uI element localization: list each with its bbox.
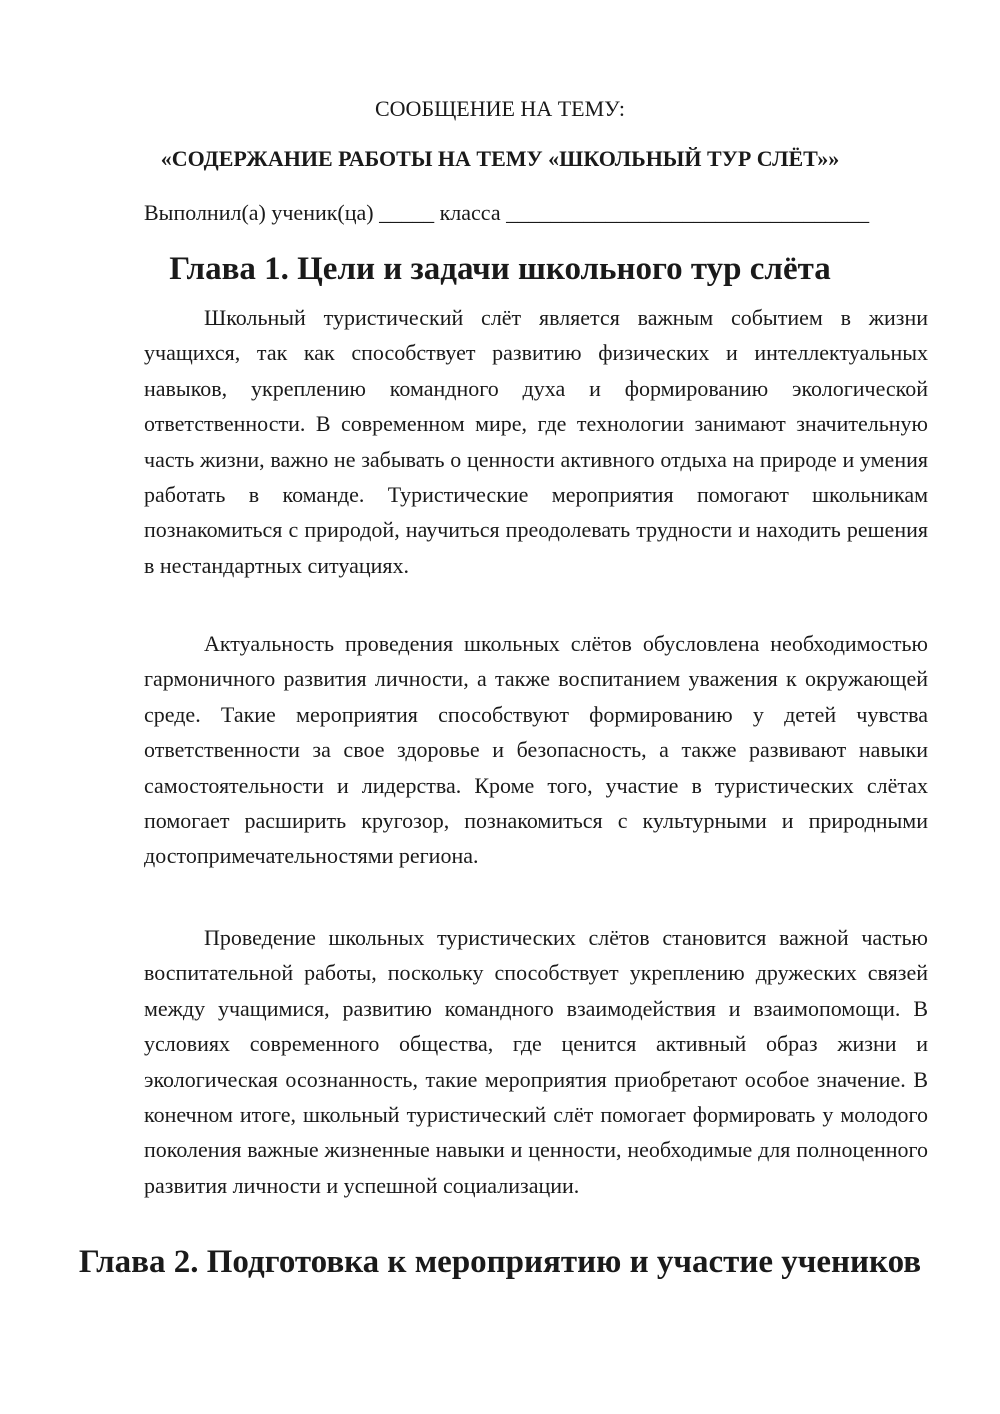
paragraph-3: Проведение школьных туристических слётов становится важной частью воспитательной работы, поскольку способствует укреплению дружеских связей между учащимися, развитию командного взаимодействия и взаимопомощи. В условиях современного общества, где ценится активный образ жизни и экологическая осознанность, такие мероприятия приобретают особое значение. В конечном итоге, школьный туристический слёт помогает формировать у молодого поколения важные жизненные навыки и ценности, необходимые для полноценного развития личности и успешной социализации.: [144, 925, 928, 1198]
chapter1-heading: Глава 1. Цели и задачи школьного тур слёта: [169, 251, 831, 287]
document-title-line2: «СОДЕРЖАНИЕ РАБОТЫ НА ТЕМУ «ШКОЛЬНЫЙ ТУР СЛЁТ»»: [160, 146, 840, 171]
paragraph-1: Школьный туристический слёт является важным событием в жизни учащихся, так как способствует развитию физических и интеллектуальных навыков, укреплению командного духа и формированию экологической ответственности. В современном мире, где технологии занимают значительную часть жизни, важно не забывать о ценности активного отдыха на природе и умения работать в команде. Туристические мероприятия помогают школьникам познакомиться с природой, научиться преодолевать трудности и находить решения в нестандартных ситуациях.: [144, 305, 928, 578]
author-line: Выполнил(а) ученик(ца) _____ класса _________________________________: [144, 200, 870, 225]
paragraph-2: Актуальность проведения школьных слётов обусловлена необходимостью гармоничного развития личности, а также воспитанием уважения к окружающей среде. Такие мероприятия способствуют формированию у детей чувства ответственности за свое здоровье и безопасность, а также развивают навыки самостоятельности и лидерства. Кроме того, участие в туристических слётах помогает расширить кругозор, познакомиться с культурными и природными достопримечательностями региона.: [144, 631, 928, 869]
chapter2-heading: Глава 2. Подготовка к мероприятию и участие учеников: [78, 1244, 922, 1280]
document-title-line1: СООБЩЕНИЕ НА ТЕМУ:: [375, 96, 625, 121]
